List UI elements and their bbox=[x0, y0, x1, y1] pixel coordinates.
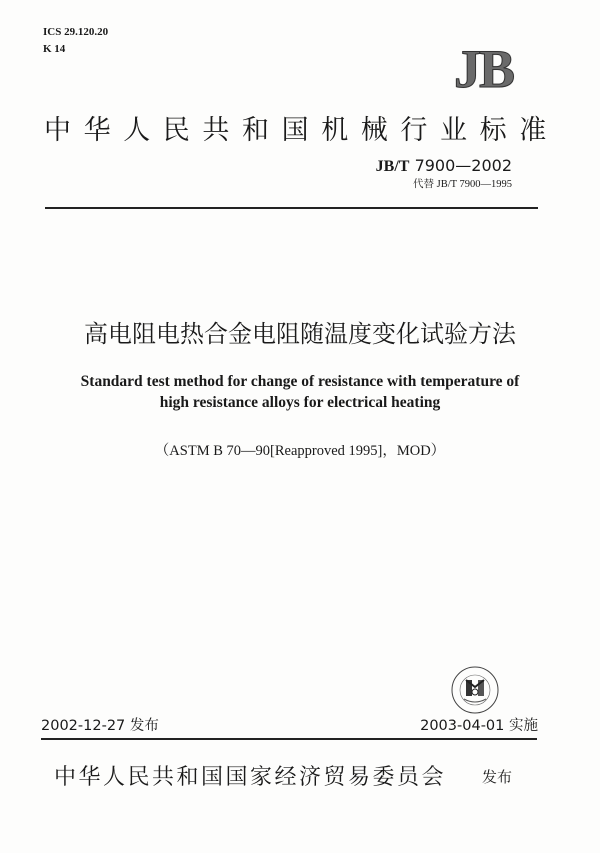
issuer-suffix: 发布 bbox=[482, 768, 513, 786]
top-divider bbox=[45, 207, 538, 209]
jb-logo: JB bbox=[453, 39, 513, 99]
adoption-note: （ASTM B 70—90[Reapproved 1995]，MOD） bbox=[154, 443, 446, 459]
document-title-en-line1: Standard test method for change of resistance with temperature of bbox=[80, 373, 520, 390]
ics-code: ICS 29.120.20 bbox=[43, 26, 109, 38]
issuing-authority: 中华人民共和国国家经济贸易委员会 bbox=[54, 765, 447, 790]
classification-code: K 14 bbox=[43, 43, 66, 55]
standard-category-title: 中华人民共和国机械行业标准 bbox=[44, 115, 559, 146]
document-title-en-line2: high resistance alloys for electrical heating bbox=[159, 394, 441, 411]
replaces-standard: 代替 JB/T 7900—1995 bbox=[413, 179, 512, 190]
standard-number bbox=[376, 156, 512, 176]
standard-prefix: JB/T bbox=[375, 158, 410, 175]
publish-date: 2002-12-27 发布 bbox=[41, 718, 159, 734]
official-seal-icon bbox=[450, 665, 500, 715]
document-title-cn: 高电阻电热合金电阻随温度变化试验方法 bbox=[84, 320, 516, 348]
standard-number-value: 7900—2002 bbox=[414, 156, 512, 175]
implementation-date: 2003-04-01 实施 bbox=[420, 718, 538, 734]
bottom-divider bbox=[41, 738, 537, 740]
